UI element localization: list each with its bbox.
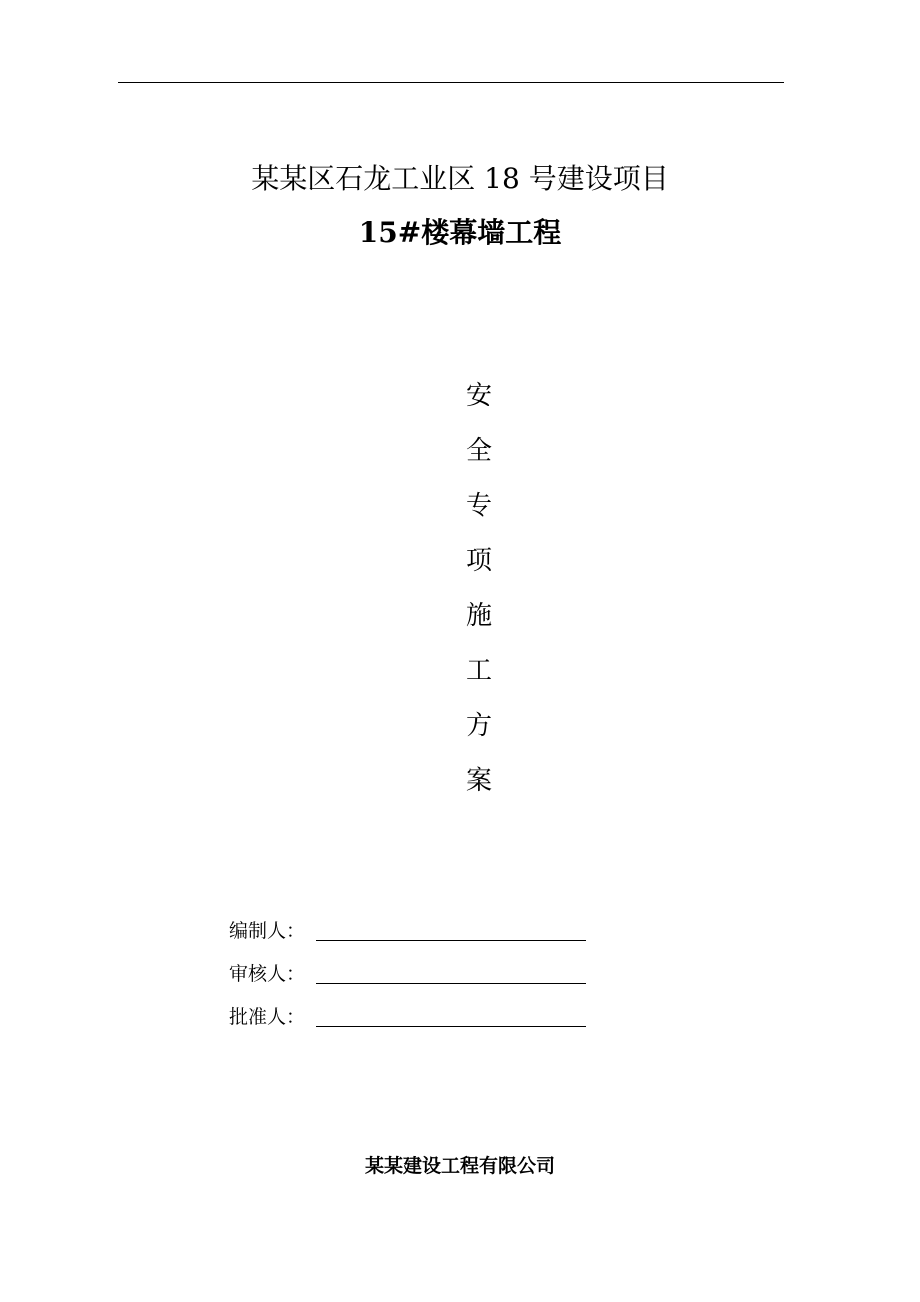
header-rule [118, 82, 784, 83]
doc-type-char: 工 [465, 656, 492, 686]
doc-type-char: 安 [465, 381, 492, 411]
company-name: 某某建设工程有限公司 [364, 1155, 555, 1177]
document-type-vertical [459, 379, 499, 819]
compiler-signature-line [316, 940, 586, 941]
compiler-row [229, 918, 589, 944]
approver-signature-line [316, 1026, 586, 1027]
doc-type-char: 案 [465, 766, 492, 796]
approver-label: 批准人： [229, 1006, 306, 1028]
doc-type-char: 项 [465, 546, 492, 576]
doc-type-char: 全 [465, 436, 492, 466]
project-subtitle: 15#楼幕墙工程 [358, 216, 562, 249]
reviewer-row [229, 961, 589, 987]
compiler-label: 编制人： [229, 920, 306, 942]
doc-type-char: 施 [465, 601, 492, 631]
doc-type-char: 专 [465, 491, 492, 521]
reviewer-signature-line [316, 983, 586, 984]
project-title: 某某区石龙工业区 18 号建设项目 [251, 162, 669, 195]
reviewer-label: 审核人： [229, 963, 306, 985]
doc-type-char: 方 [465, 711, 492, 741]
approver-row [229, 1004, 589, 1030]
